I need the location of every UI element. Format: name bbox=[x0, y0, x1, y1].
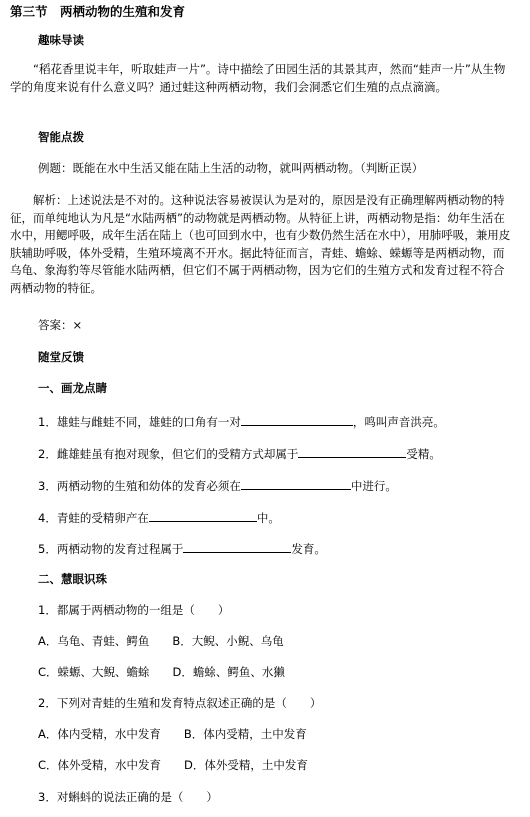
example-question: 例题：既能在水中生活又能在陆上生活的动物，就叫两栖动物。（判断正误） bbox=[38, 161, 424, 175]
answer-text: 答案：× bbox=[38, 318, 83, 332]
analysis-paragraph: 解析：上述说法是不对的。这种说法容易被误认为是对的，原因是没有正确理解两栖动物的特征，而单纯地认为凡是“水陆两栖”的动物就是两栖动物。从特征上讲，两栖动物是指：幼年生活在水中，用鳃呼吸，成年生活在陆上（也可回到水中，也有少数仍然生活在水中），用肺呼吸，兼用皮肤辅助呼吸，体外受精，生殖环境离不开水。据此特征而言，青蛙、蟾蜍、蝾螈等是两栖动物，而乌龟、象海豹等尽管能水陆两栖，但它们不属于两栖动物，因为它们的生殖方式和发育过程不符合两栖动物的特征。 bbox=[10, 193, 511, 295]
fill-question-2: 2．雌雄蛙虽有抱对现象，但它们的受精方式却属于 受精。 bbox=[38, 447, 441, 461]
fill-question-4: 4．青蛙的受精卵产在 中。 bbox=[38, 511, 280, 525]
answer-blank[interactable] bbox=[241, 477, 351, 490]
choice-options-1-cd: C．蝾螈、大鲵、蟾蜍 D．蟾蜍、鳄鱼、水獭 bbox=[38, 665, 285, 679]
section2-title: 二、慧眼识珠 bbox=[38, 572, 107, 586]
choice-options-2-ab: A．体内受精，水中发育 B．体内受精，土中发育 bbox=[38, 727, 307, 741]
answer-blank[interactable] bbox=[298, 445, 406, 458]
choice-question-3: 3．对蝌蚪的说法正确的是（ ） bbox=[38, 790, 218, 804]
choice-options-1-ab: A．乌龟、青蛙、鳄鱼 B．大鲵、小鲵、乌龟 bbox=[38, 634, 284, 648]
choice-question-2: 2．下列对青蛙的生殖和发育特点叙述正确的是（ ） bbox=[38, 696, 322, 710]
section1-title: 一、画龙点睛 bbox=[38, 381, 107, 395]
fill-question-5: 5．两栖动物的发育过程属于 发育。 bbox=[38, 542, 326, 556]
answer-blank[interactable] bbox=[149, 509, 257, 522]
intro-paragraph: “稻花香里说丰年，听取蛙声一片”。诗中描绘了田园生活的其景其声，然而“蛙声一片”从生物学的角度来说有什么意义吗？通过蛙这种两栖动物，我们会洞悉它们生殖的点点滴滴。 bbox=[10, 62, 506, 94]
page-title: 第三节 两栖动物的生殖和发育 bbox=[10, 4, 186, 19]
answer-blank[interactable] bbox=[183, 540, 291, 553]
fill-question-3: 3．两栖动物的生殖和幼体的发育必须在 中进行。 bbox=[38, 479, 397, 493]
fill-question-1: 1．雄蛙与雌蛙不同，雄蛙的口角有一对 ，鸣叫声音洪亮。 bbox=[38, 415, 445, 429]
choice-options-2-cd: C．体外受精，水中发育 D．体外受精，土中发育 bbox=[38, 758, 308, 772]
tips-heading: 智能点拨 bbox=[38, 130, 84, 144]
answer-blank[interactable] bbox=[241, 413, 353, 426]
intro-heading: 趣味导读 bbox=[38, 33, 84, 47]
choice-question-1: 1．都属于两栖动物的一组是（ ） bbox=[38, 603, 230, 617]
feedback-heading: 随堂反馈 bbox=[38, 350, 84, 364]
